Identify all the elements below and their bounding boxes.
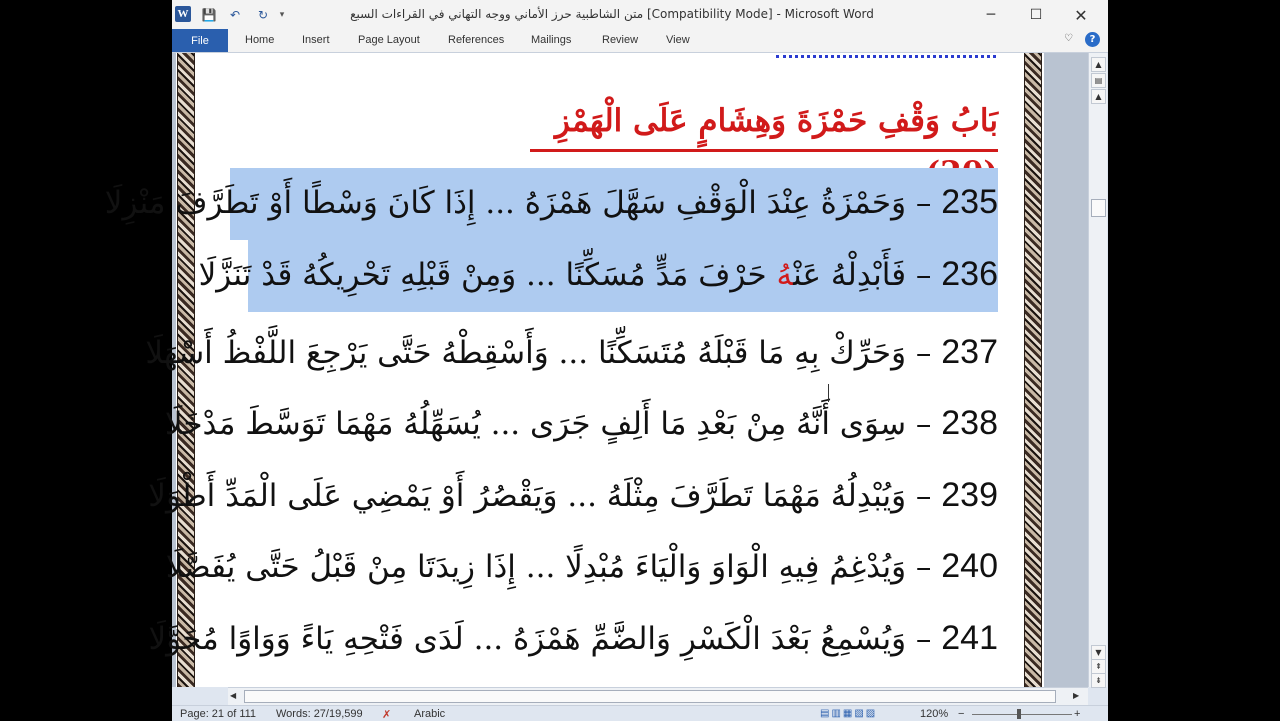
minimize-ribbon-icon[interactable]: ♡ — [1064, 33, 1073, 44]
verse-dash: – — [915, 621, 932, 657]
scroll-up-arrow-icon[interactable]: ▲ — [1091, 89, 1106, 104]
document-page[interactable] — [104, 53, 1044, 687]
dotted-separator — [776, 55, 996, 66]
tab-view[interactable]: View — [666, 34, 690, 46]
word-window — [104, 0, 1108, 721]
verse-line[interactable] — [198, 238, 998, 310]
chapter-title: بَابُ وَقْفِ حَمْزَةَ وَهِشَامٍ عَلَى الْهَمْزِ — [554, 103, 998, 139]
tab-page-layout[interactable]: Page Layout — [358, 34, 420, 46]
verse-line[interactable] — [148, 602, 998, 674]
help-icon[interactable]: ? — [1085, 32, 1100, 47]
language-indicator[interactable]: Arabic — [414, 708, 446, 720]
save-icon[interactable]: 💾 — [201, 8, 217, 22]
vertical-scroll-thumb[interactable] — [1091, 199, 1106, 217]
tab-insert[interactable]: Insert — [302, 34, 330, 46]
file-tab[interactable]: File — [172, 29, 228, 52]
view-ruler-icon[interactable]: ▤ — [1091, 73, 1106, 88]
verse-number: 235 — [941, 183, 998, 221]
title-bar — [172, 0, 1108, 29]
scroll-left-icon[interactable]: ◀ — [230, 691, 237, 700]
tab-references[interactable]: References — [448, 34, 505, 46]
document-area — [104, 53, 1090, 687]
verse-number: 238 — [941, 404, 998, 442]
scroll-down-button[interactable]: ▼ — [1091, 645, 1106, 660]
proofing-icon[interactable]: ✗ — [382, 709, 392, 721]
tab-mailings[interactable]: Mailings — [531, 34, 572, 46]
verse-dash: – — [915, 549, 932, 585]
verse-line[interactable] — [165, 530, 998, 602]
verse-line[interactable] — [164, 387, 998, 459]
verse-number: 240 — [941, 547, 998, 585]
next-page-button[interactable]: ⇟ — [1091, 673, 1106, 688]
text-cursor-icon — [828, 384, 831, 402]
verse-number: 241 — [941, 619, 998, 657]
verse-text: وَحَمْزَةُ عِنْدَ الْوَقْفِ سَهَّلَ هَمْزَهُ ... إِذَا كَانَ وَسْطًا أَوْ تَطَرَّفَ مَنْزِلَا — [104, 185, 907, 221]
view-buttons-icon[interactable]: ▤▥▦▧▨ — [820, 708, 878, 719]
verse-line[interactable] — [148, 459, 998, 531]
zoom-slider-handle[interactable] — [1017, 709, 1021, 719]
verse-dash: – — [915, 478, 932, 514]
scroll-right-icon[interactable]: ▶ — [1073, 691, 1080, 700]
customize-quick-access-icon[interactable]: ▾ — [279, 10, 285, 20]
horizontal-scrollbar[interactable] — [228, 687, 1088, 705]
verse-text-highlight: هُ — [776, 257, 794, 293]
page-count[interactable]: Page: 21 of 111 — [180, 708, 257, 720]
verse-text: فَأَبْدِلْهُ عَنْ — [793, 257, 907, 293]
word-logo-icon[interactable]: W — [175, 6, 191, 22]
verse-line[interactable] — [145, 316, 998, 388]
verse-dash: – — [915, 335, 932, 371]
title-underline — [530, 149, 998, 152]
verse-number: 239 — [941, 476, 998, 514]
verse-text: وَيُسْمِعُ بَعْدَ الْكَسْرِ وَالضَّمِّ هَمْزَهُ ... لَدَى فَتْحِهِ يَاءً وَوَاوًا مُحَوَّلَا — [148, 621, 907, 657]
verse-number: 236 — [941, 255, 998, 293]
vertical-scrollbar[interactable] — [1088, 53, 1107, 687]
verse-text: وَحَرِّكْ بِهِ مَا قَبْلَهُ مُتَسَكِّنًا ... وَأَسْقِطْهُ حَتَّى يَرْجِعَ اللَّفْظُ أَسْهَلَا — [145, 335, 907, 371]
verse-text: سِوَى أَنَّهُ مِنْ بَعْدِ مَا أَلِفٍ جَرَى ... يُسَهِّلُهُ مَهْمَا تَوَسَّطَ مَدْخَلَا — [164, 406, 907, 442]
zoom-in-button[interactable]: + — [1074, 708, 1081, 720]
horizontal-scroll-thumb[interactable] — [244, 690, 1056, 703]
page-border-right — [1024, 53, 1042, 687]
tab-home[interactable]: Home — [245, 34, 275, 46]
verse-number: 237 — [941, 333, 998, 371]
ribbon-tabs — [172, 29, 1108, 53]
close-button[interactable]: ✕ — [1074, 5, 1088, 25]
zoom-slider[interactable] — [972, 714, 1072, 715]
previous-page-button[interactable]: ⇞ — [1091, 659, 1106, 674]
verse-text: وَيُبْدِلُهُ مَهْمَا تَطَرَّفَ مِثْلَهُ ... وَيَقْصُرُ أَوْ يَمْضِي عَلَى الْمَدِّ أَطْوَلَا — [148, 478, 907, 514]
scroll-up-button[interactable]: ▲ — [1091, 57, 1106, 72]
minimize-button[interactable]: ─ — [986, 7, 996, 23]
verse-dash: – — [915, 185, 932, 221]
verse-text: حَرْفَ مَدٍّ مُسَكِّنًا ... وَمِنْ قَبْلِهِ تَحْرِيكُهُ قَدْ تَنَزَّلَا — [198, 257, 777, 293]
redo-icon[interactable]: ↻ — [257, 8, 269, 22]
verse-line[interactable] — [104, 166, 998, 238]
verse-dash: – — [915, 257, 932, 293]
maximize-button[interactable]: ☐ — [1029, 7, 1043, 23]
zoom-out-button[interactable]: − — [958, 708, 965, 720]
undo-icon[interactable]: ↶ — [229, 8, 241, 22]
verse-dash: – — [915, 406, 932, 442]
word-count[interactable]: Words: 27/19,599 — [276, 708, 363, 720]
zoom-level[interactable]: 120% — [920, 708, 949, 720]
tab-review[interactable]: Review — [602, 34, 639, 46]
status-bar — [172, 705, 1108, 721]
window-title: متن الشاطبية حرز الأماني ووجه التهاني في القراءات السبع [Compatibility Mode] - Microsoft Word — [350, 7, 874, 21]
verse-text: وَيُدْغِمُ فِيهِ الْوَاوَ وَالْيَاءَ مُبْدِلًا ... إِذَا زِيدَتَا مِنْ قَبْلُ حَتَّى يُفَصَّلَا — [165, 549, 907, 585]
